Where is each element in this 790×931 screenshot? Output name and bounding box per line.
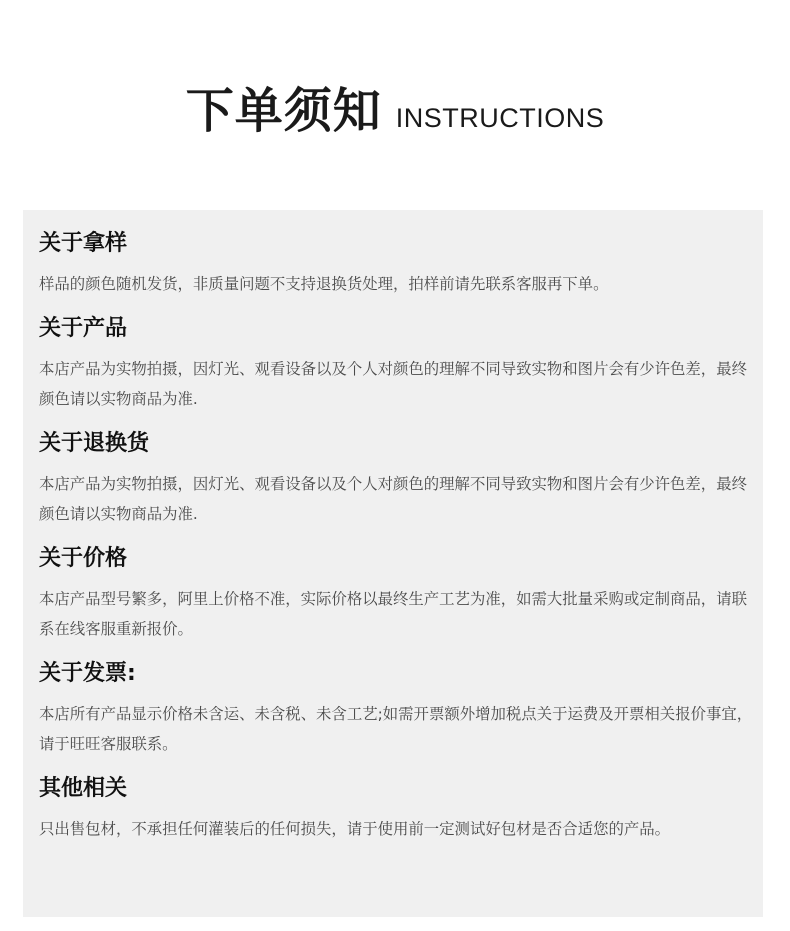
- section-price: [39, 543, 763, 644]
- section-other: [39, 773, 763, 844]
- section-body: 样品的颜色随机发货，非质量问题不支持退换货处理，拍样前请先联系客服再下单。: [39, 275, 609, 293]
- section-body: 本店产品型号繁多，阿里上价格不准，实际价格以最终生产工艺为准，如需大批量采购或定制商品，请联系在线客服重新报价。: [39, 590, 747, 638]
- section-sample: [39, 228, 763, 299]
- section-invoice: [39, 658, 763, 759]
- section-returns: [39, 428, 763, 529]
- section-heading: 关于退换货: [39, 431, 150, 456]
- page-header: [0, 72, 790, 142]
- page-subtitle: INSTRUCTIONS: [395, 103, 605, 133]
- section-body: 只出售包材，不承担任何灌装后的任何损失，请于使用前一定测试好包材是否合适您的产品。: [39, 820, 671, 838]
- section-heading: 关于价格: [39, 546, 128, 571]
- section-heading: 关于发票:: [39, 661, 136, 686]
- page-title: 下单须知: [185, 83, 382, 139]
- section-heading: 其他相关: [39, 776, 128, 801]
- section-body: 本店产品为实物拍摄，因灯光、观看设备以及个人对颜色的理解不同导致实物和图片会有少许色差，最终颜色请以实物商品为准.: [39, 475, 747, 523]
- section-body: 本店所有产品显示价格未含运、未含税、未含工艺;如需开票额外增加税点关于运费及开票相关报价事宜，请于旺旺客服联系。: [39, 705, 753, 753]
- instructions-panel: [23, 210, 763, 917]
- section-product: [39, 313, 763, 414]
- section-heading: 关于产品: [39, 316, 128, 341]
- section-body: 本店产品为实物拍摄，因灯光、观看设备以及个人对颜色的理解不同导致实物和图片会有少许色差，最终颜色请以实物商品为准.: [39, 360, 747, 408]
- section-heading: 关于拿样: [39, 231, 128, 256]
